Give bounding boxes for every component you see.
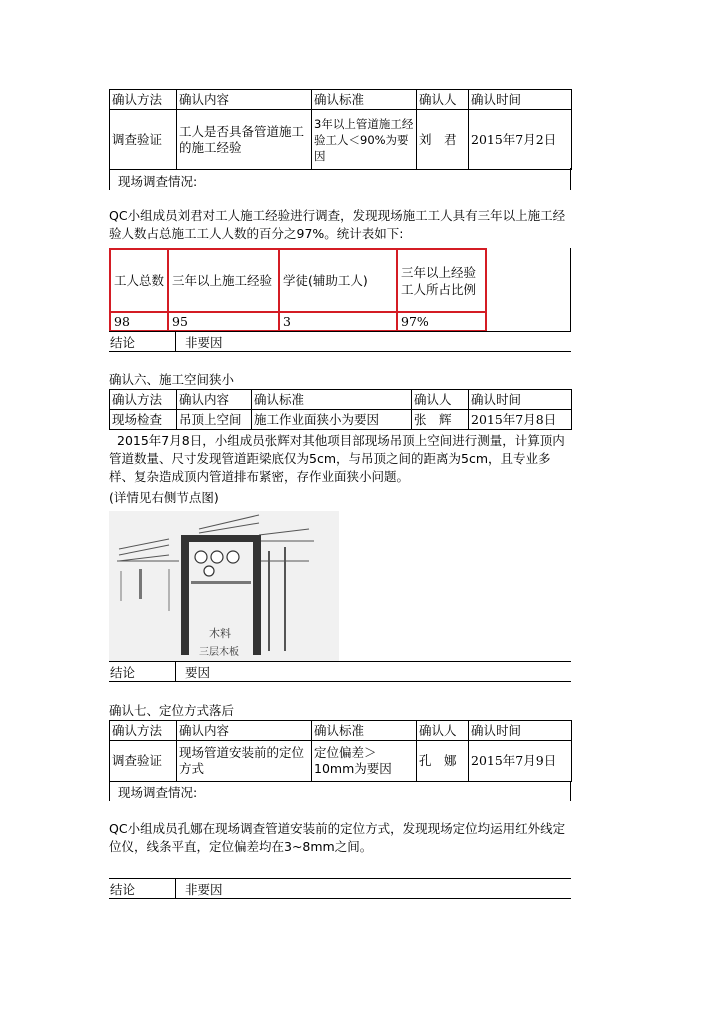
cell-content: 吊顶上空间 <box>177 410 252 430</box>
figure-label-board: 三层木板 <box>199 647 239 658</box>
conclusion-7: 非要因 <box>185 882 223 897</box>
detail-note: (详情见右侧节点图) <box>109 490 219 505</box>
survey-label-1: 现场调查情况: <box>118 174 198 189</box>
cell-person: 刘 君 <box>417 110 469 170</box>
cell-date: 2015年7月8日 <box>469 410 572 430</box>
cell-date: 2015年7月9日 <box>469 741 572 782</box>
header-person: 确认人 <box>412 390 469 410</box>
cell-standard: 3年以上管道施工经验工人＜90%为要因 <box>312 110 417 170</box>
conclusion-label-7: 结论 <box>110 882 136 897</box>
confirm6-table <box>109 389 572 430</box>
heading-6: 确认六、施工空间狭小 <box>109 372 235 387</box>
stats-header-total: 工人总数 <box>110 249 168 312</box>
header-person: 确认人 <box>417 721 469 741</box>
description-7: QC小组成员孔娜在现场调查管道安装前的定位方式，发现现场定位均运用红外线定位仪，线条平直，定位偏差均在3~8mm之间。 <box>109 821 566 854</box>
cell-date: 2015年7月2日 <box>469 110 572 170</box>
header-method: 确认方法 <box>110 90 177 110</box>
node-diagram <box>109 511 339 661</box>
description-1: QC小组成员刘君对工人施工经验进行调查，发现现场施工工人具有三年以上施工经验人数占总施工工人人数的百分之97%。统计表如下: <box>109 208 566 241</box>
cell-method: 调查验证 <box>110 110 177 170</box>
cell-person: 张 辉 <box>412 410 469 430</box>
header-method: 确认方法 <box>110 390 177 410</box>
header-standard: 确认标准 <box>252 390 412 410</box>
header-method: 确认方法 <box>110 721 177 741</box>
stats-header-ratio: 三年以上经验工人所占比例 <box>397 249 486 312</box>
conclusion-1: 非要因 <box>185 335 223 350</box>
stats-header-apprentice: 学徒(辅助工人) <box>279 249 397 312</box>
stats-value-total: 98 <box>110 312 168 331</box>
survey-label-7: 现场调查情况: <box>118 785 198 800</box>
cell-method: 现场检查 <box>110 410 177 430</box>
header-person: 确认人 <box>417 90 469 110</box>
header-content: 确认内容 <box>177 90 312 110</box>
cell-method: 调查验证 <box>110 741 177 782</box>
confirm7-table <box>109 720 572 782</box>
description-6: 2015年7月8日，小组成员张辉对其他项目部现场吊顶上空间进行测量，计算顶内管道数量、尺寸发现管道距梁底仅为5cm，与吊顶之间的距离为5cm，且专业多样、复杂造成顶内管道排布紧密，存作业面狭小问题。 <box>109 433 565 484</box>
node-diagram-drawing <box>109 511 339 661</box>
header-date: 确认时间 <box>469 390 572 410</box>
cell-content: 工人是否具备管道施工的施工经验 <box>177 110 312 170</box>
header-content: 确认内容 <box>177 390 252 410</box>
cell-standard: 定位偏差＞10mm为要因 <box>312 741 417 782</box>
cell-standard: 施工作业面狭小为要因 <box>252 410 412 430</box>
cell-content: 现场管道安装前的定位方式 <box>177 741 312 782</box>
conclusion-6: 要因 <box>185 665 211 680</box>
header-date: 确认时间 <box>469 90 572 110</box>
conclusion-label-1: 结论 <box>110 335 136 350</box>
stats-value-ratio: 97% <box>397 312 486 331</box>
conclusion-label-6: 结论 <box>110 665 136 680</box>
stats-value-experienced: 95 <box>168 312 279 331</box>
header-standard: 确认标准 <box>312 90 417 110</box>
header-date: 确认时间 <box>469 721 572 741</box>
figure-label-wood: 木料 <box>209 627 231 640</box>
stats-header-experienced: 三年以上施工经验 <box>168 249 279 312</box>
header-standard: 确认标准 <box>312 721 417 741</box>
stats-value-apprentice: 3 <box>279 312 397 331</box>
cell-person: 孔 娜 <box>417 741 469 782</box>
header-content: 确认内容 <box>177 721 312 741</box>
confirm1-table <box>109 89 572 170</box>
stats-table <box>109 248 487 332</box>
heading-7: 确认七、定位方式落后 <box>109 703 235 718</box>
